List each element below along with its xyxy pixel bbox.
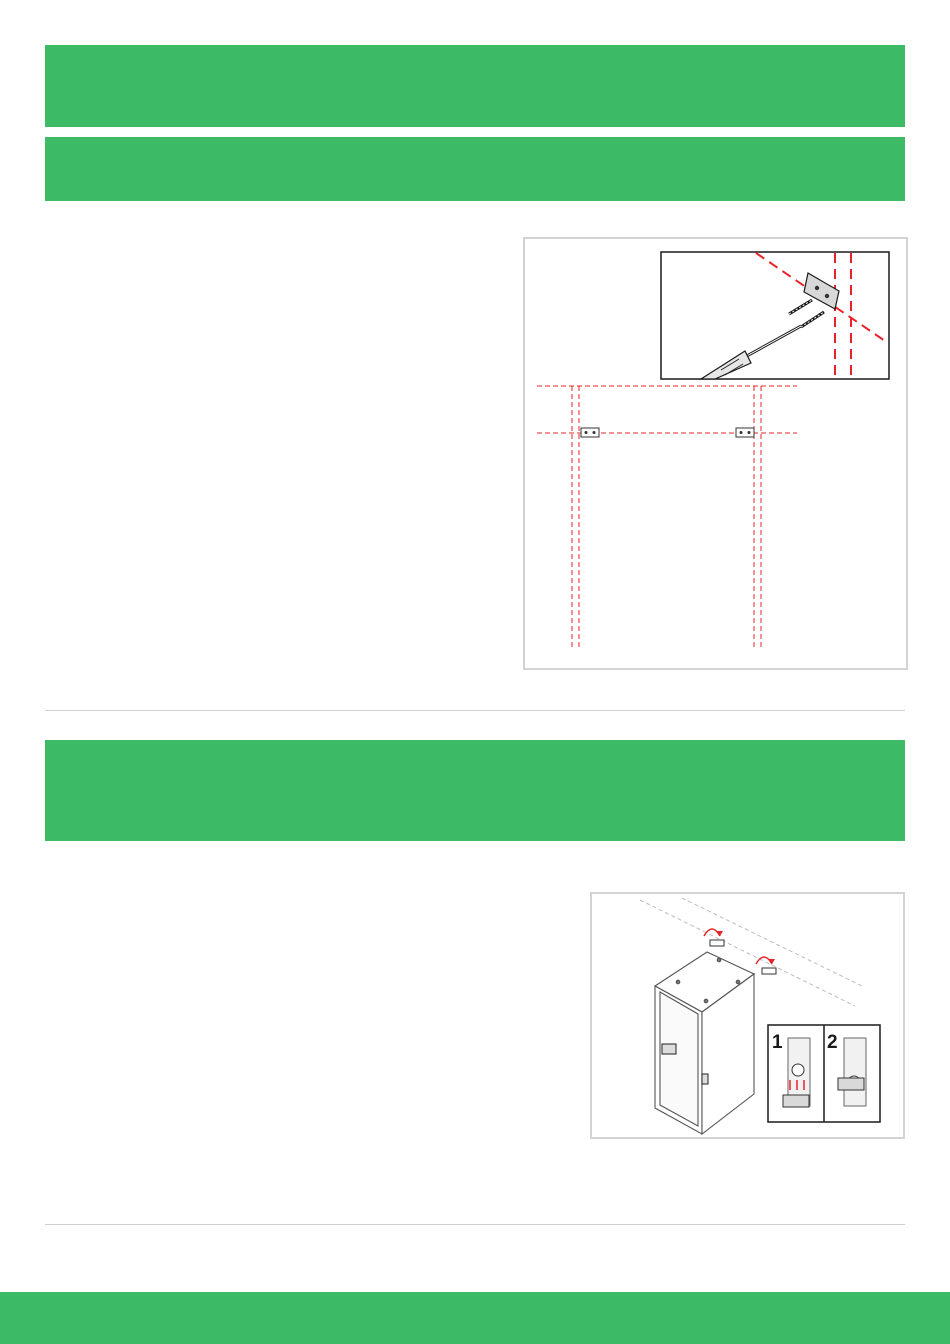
cabinet-hanging-diagram: [592, 894, 903, 1137]
bracket-icon: [736, 428, 754, 437]
cabinet-icon: [655, 952, 754, 1134]
rotate-arrow-icon: [756, 957, 775, 964]
hanger-icon: [710, 940, 724, 946]
hanger-icon: [762, 968, 776, 974]
section-title-bar: [45, 740, 905, 841]
section-title-bar: [45, 137, 905, 201]
header-banner: [45, 45, 905, 127]
cabinet-hanging-figure: [590, 892, 905, 1139]
cabinet-outline-guides: [537, 386, 797, 648]
detail-inset: [661, 252, 889, 379]
section-divider: [45, 1224, 905, 1225]
rotate-arrow-icon: [704, 929, 723, 936]
step-detail-inset: [768, 1025, 880, 1122]
wall-bracket-diagram: [525, 239, 906, 668]
step-number: 1: [772, 1032, 783, 1053]
footer-bar: [0, 1292, 950, 1344]
bracket-icon: [581, 428, 599, 437]
step-number: 2: [827, 1032, 838, 1053]
wall-bracket-figure: [523, 237, 908, 670]
section-divider: [45, 710, 905, 711]
